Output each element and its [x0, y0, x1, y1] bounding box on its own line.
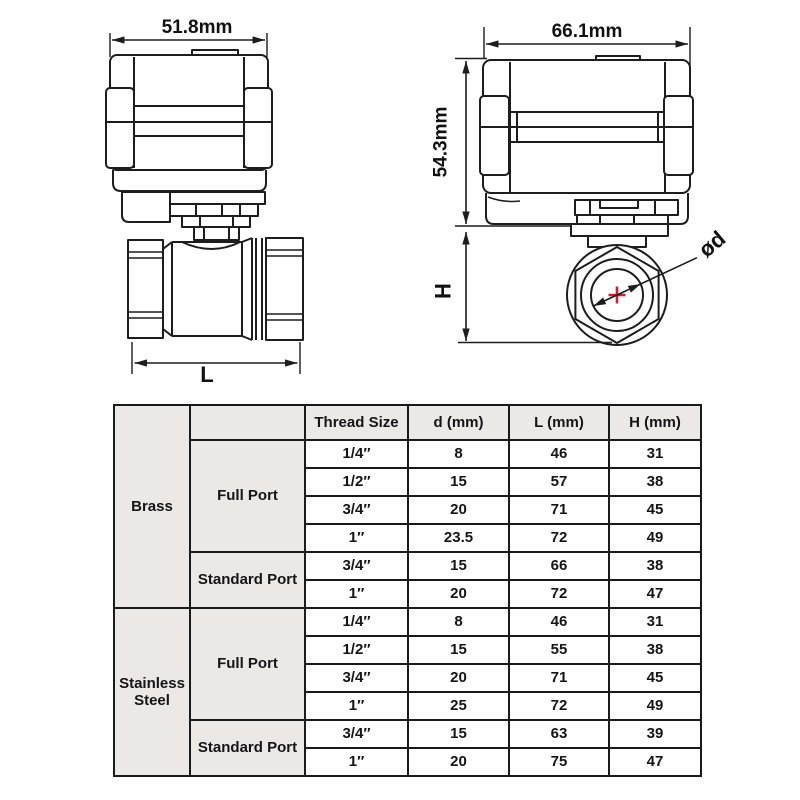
port-cell-standard: Standard Port: [190, 552, 305, 608]
cell-l: 71: [509, 664, 609, 692]
cell-h: 38: [609, 468, 701, 496]
cell-d: 15: [408, 636, 509, 664]
cell-l: 75: [509, 748, 609, 776]
cell-d: 20: [408, 664, 509, 692]
cell-thread: 1″: [305, 692, 408, 720]
cell-h: 47: [609, 580, 701, 608]
cell-l: 72: [509, 580, 609, 608]
cell-h: 38: [609, 636, 701, 664]
table-row: [114, 608, 701, 636]
cell-thread: 1″: [305, 580, 408, 608]
cell-thread: 1/4″: [305, 440, 408, 468]
spec-table: [113, 404, 702, 777]
cell-l: 57: [509, 468, 609, 496]
cell-l: 55: [509, 636, 609, 664]
cell-thread: 3/4″: [305, 552, 408, 580]
port-cell-standard: Standard Port: [190, 720, 305, 776]
side-h-label: H: [430, 283, 456, 299]
cell-d: 25: [408, 692, 509, 720]
material-cell-brass: Brass: [114, 405, 190, 608]
table-header-row: [114, 405, 701, 440]
cell-l: 66: [509, 552, 609, 580]
cell-h: 49: [609, 692, 701, 720]
side-height-label: 54.3mm: [430, 106, 452, 178]
cell-l: 72: [509, 692, 609, 720]
cell-thread: 1/4″: [305, 608, 408, 636]
cell-thread: 3/4″: [305, 720, 408, 748]
header-h-mm: H (mm): [609, 405, 701, 440]
cell-thread: 3/4″: [305, 664, 408, 692]
port-cell-full: Full Port: [190, 608, 305, 720]
mount-bracket-side: [571, 200, 678, 247]
front-width-dimension: [110, 17, 267, 57]
cell-thread: 1/2″: [305, 468, 408, 496]
cell-d: 20: [408, 580, 509, 608]
side-width-label: 66.1mm: [551, 21, 623, 42]
cell-d: 15: [408, 468, 509, 496]
cell-h: 39: [609, 720, 701, 748]
cell-l: 63: [509, 720, 609, 748]
header-l-mm: L (mm): [509, 405, 609, 440]
cell-d: 23.5: [408, 524, 509, 552]
mount-bracket-front: [122, 192, 265, 240]
cell-h: 45: [609, 664, 701, 692]
cell-thread: 1″: [305, 524, 408, 552]
cell-d: 8: [408, 608, 509, 636]
port-header-empty-cell: [190, 405, 305, 440]
front-view: [106, 17, 303, 387]
cell-l: 46: [509, 440, 609, 468]
table-row: [114, 440, 701, 468]
cell-d: 15: [408, 720, 509, 748]
cell-thread: 1″: [305, 748, 408, 776]
table-row: [114, 552, 701, 580]
cell-h: 49: [609, 524, 701, 552]
front-length-dimension: [132, 342, 300, 387]
cell-d: 20: [408, 748, 509, 776]
port-cell-full: Full Port: [190, 440, 305, 552]
front-length-label: L: [200, 362, 214, 387]
header-thread-size: Thread Size: [305, 405, 408, 440]
cell-thread: 1/2″: [305, 636, 408, 664]
cell-h: 31: [609, 608, 701, 636]
cell-thread: 3/4″: [305, 496, 408, 524]
cell-l: 46: [509, 608, 609, 636]
cell-h: 47: [609, 748, 701, 776]
actuator-front: [106, 50, 272, 191]
table-row: [114, 720, 701, 748]
side-view: [431, 21, 731, 345]
cell-h: 38: [609, 552, 701, 580]
cell-h: 45: [609, 496, 701, 524]
material-cell-stainless-steel: Stainless Steel: [114, 608, 190, 776]
cell-l: 72: [509, 524, 609, 552]
header-d-mm: d (mm): [408, 405, 509, 440]
diameter-label: ød: [693, 225, 731, 263]
cell-d: 20: [408, 496, 509, 524]
valve-body-front: [128, 238, 303, 340]
cell-l: 71: [509, 496, 609, 524]
front-width-label: 51.8mm: [161, 17, 233, 38]
actuator-side: [480, 56, 693, 224]
cell-d: 8: [408, 440, 509, 468]
cell-d: 15: [408, 552, 509, 580]
cell-h: 31: [609, 440, 701, 468]
